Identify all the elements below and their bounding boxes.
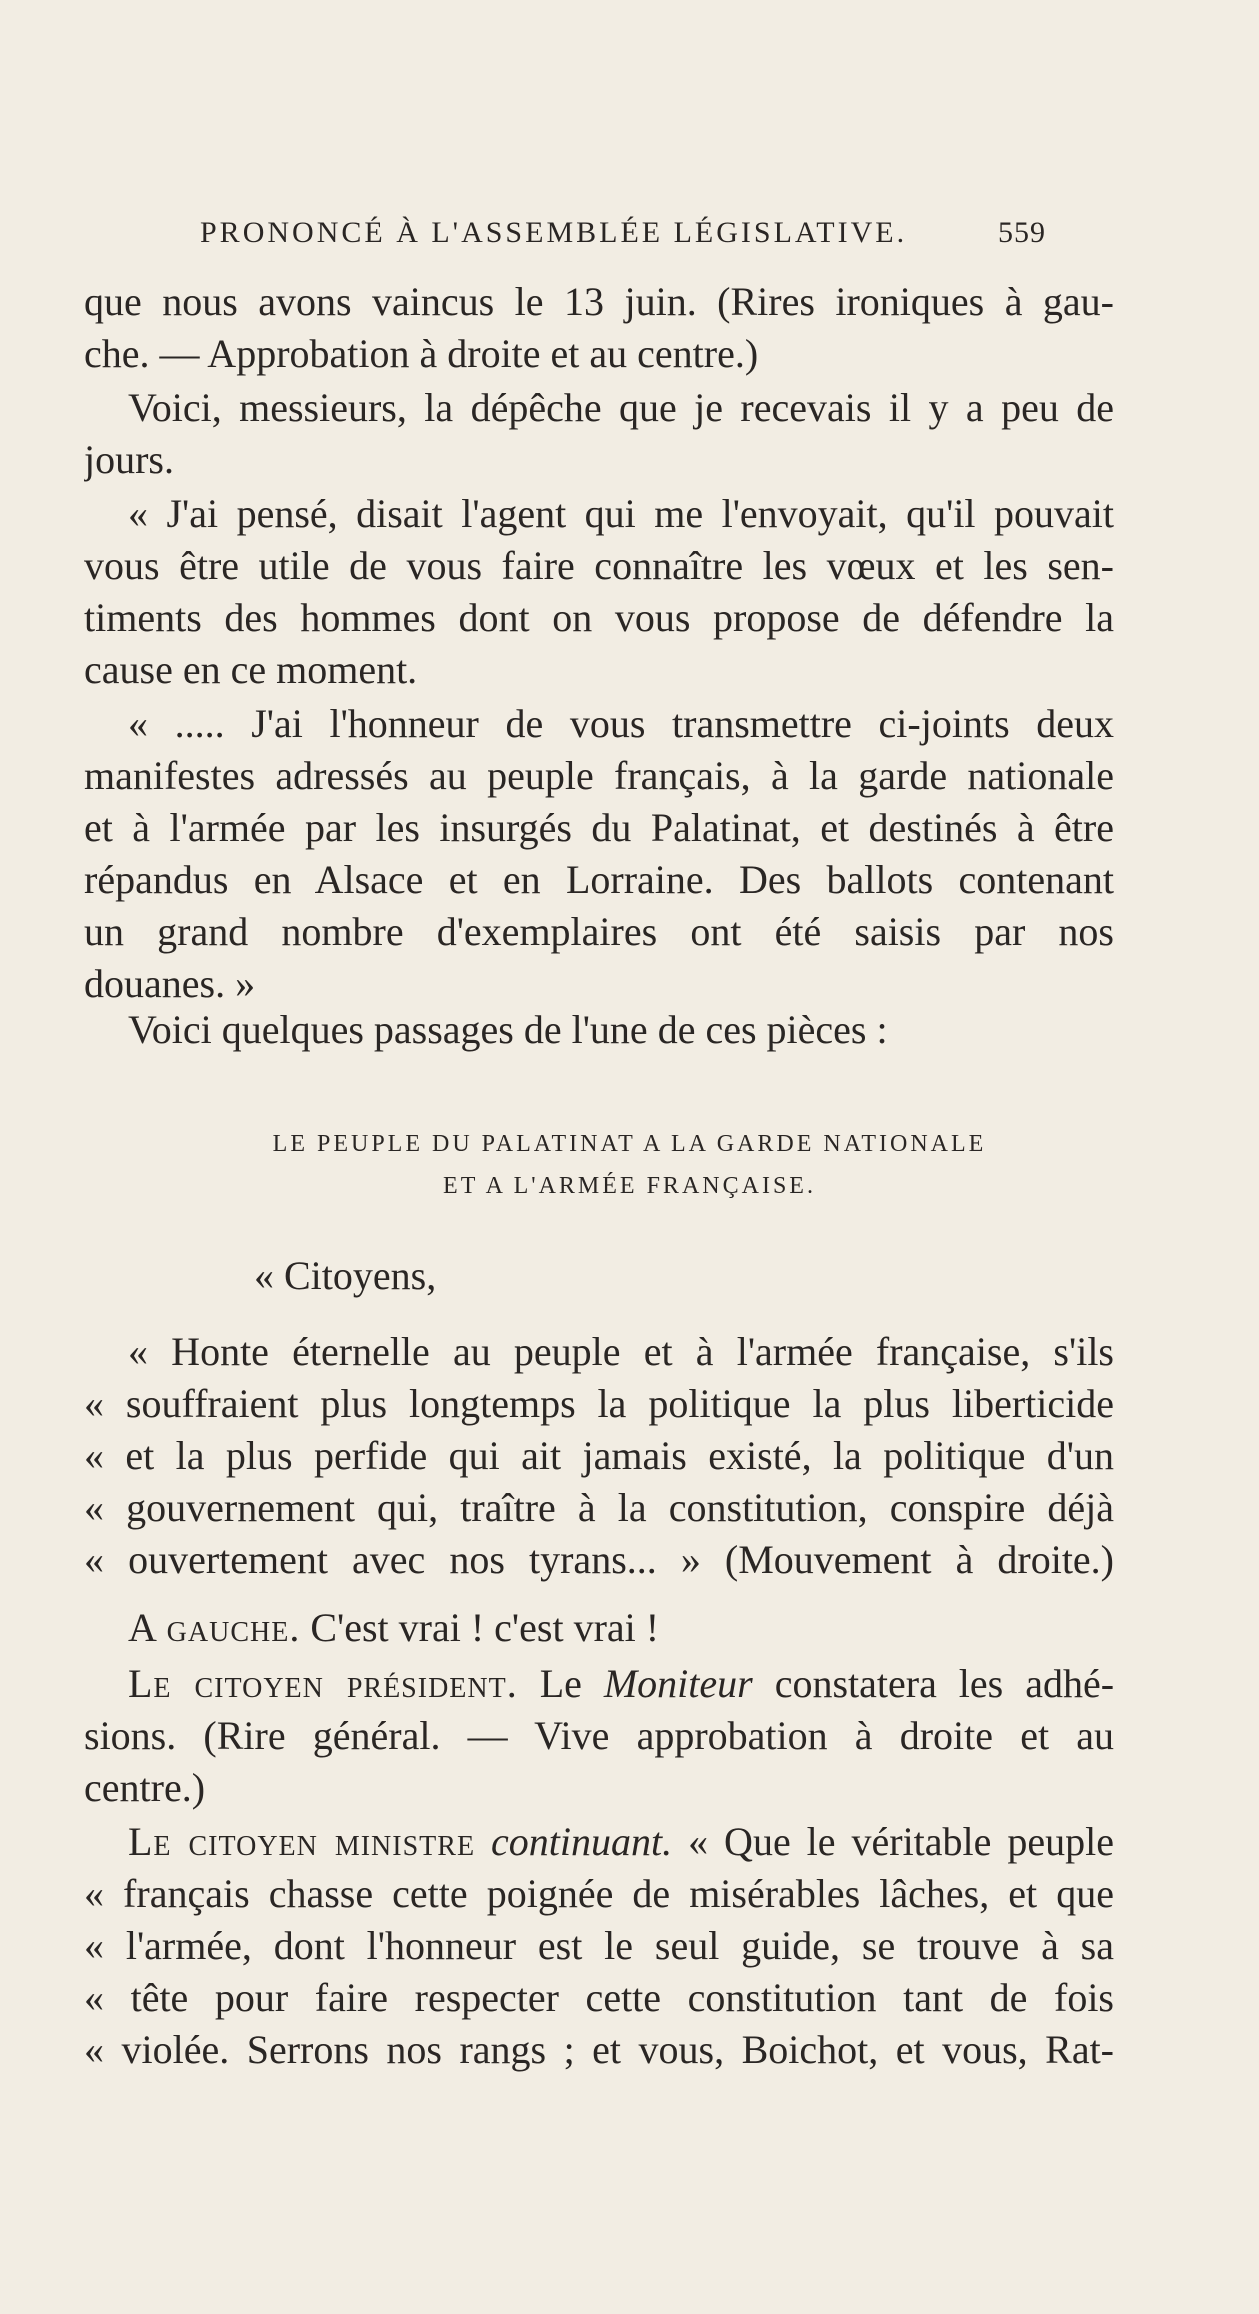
text-line: douanes. » [84, 961, 256, 1006]
text-line: centre.) [84, 1765, 206, 1810]
speaker-label: A gauche. [128, 1605, 301, 1650]
text-line: « tête pour faire respecter cette constitution tant de fois [84, 1975, 1114, 2020]
text-line: manifestes adressés au peuple français, à la garde nationale [84, 753, 1114, 798]
text-line: Voici quelques passages de l'une de ces pièces : [128, 1007, 888, 1052]
quote-line: « Honte éternelle au peuple et à l'armée française, s'ils [128, 1329, 1114, 1374]
text-line: timents des hommes dont on vous propose de défendre la [84, 595, 1114, 640]
text-line: un grand nombre d'exemplaires ont été saisis par nos [84, 909, 1114, 954]
text-line: sions. (Rire général. — Vive approbation à droite et au [84, 1713, 1114, 1758]
newspaper-title: Moniteur [603, 1661, 753, 1706]
quote-line: « gouvernement qui, traître à la constitution, conspire déjà [84, 1485, 1114, 1530]
text-line: que nous avons vaincus le 13 juin. (Rires ironiques à gau- [84, 279, 1114, 324]
text-line: « violée. Serrons nos rangs ; et vous, Boichot, et vous, Rat- [84, 2027, 1114, 2072]
text-line: jours. [84, 437, 174, 482]
text-run: Le [539, 1661, 582, 1706]
page-number: 559 [998, 216, 1046, 249]
president-line [84, 1658, 1114, 1710]
text-run: constatera les adhé- [774, 1661, 1114, 1706]
manifesto-heading-line: LE PEUPLE DU PALATINAT A LA GARDE NATIONALE [272, 1131, 987, 1157]
salutation: « Citoyens, [254, 1253, 437, 1298]
text-line: « J'ai pensé, disait l'agent qui me l'envoyait, qu'il pouvait [128, 491, 1114, 536]
text-line: « français chasse cette poignée de misérables lâches, et que [84, 1871, 1114, 1916]
stage-direction: continuant. [491, 1819, 673, 1864]
speaker-label: Le citoyen président. [128, 1661, 518, 1706]
speaker-label: Le citoyen ministre [128, 1819, 476, 1864]
running-title: PRONONCÉ À L'ASSEMBLÉE LÉGISLATIVE. [200, 216, 908, 249]
running-header [200, 216, 1046, 260]
text-line: et à l'armée par les insurgés du Palatinat, et destinés à être [84, 805, 1114, 850]
text-line: cause en ce moment. [84, 647, 418, 692]
quote-line: « souffraient plus longtemps la politique la plus liberticide [84, 1381, 1114, 1426]
text-run: « Que le véritable peuple [688, 1819, 1114, 1864]
minister-line [84, 1816, 1114, 1868]
text-line: che. — Approbation à droite et au centre.) [84, 331, 759, 376]
text-line: « ..... J'ai l'honneur de vous transmettre ci-joints deux [128, 701, 1114, 746]
text-line: Voici, messieurs, la dépêche que je recevais il y a peu de [128, 385, 1114, 430]
text-line: répandus en Alsace et en Lorraine. Des ballots contenant [84, 857, 1114, 902]
interjection-text: C'est vrai ! c'est vrai ! [310, 1605, 660, 1650]
interjection-line [84, 1602, 1114, 1654]
text-line: « l'armée, dont l'honneur est le seul guide, se trouve à sa [84, 1923, 1114, 1968]
manifesto-heading-line: ET A L'ARMÉE FRANÇAISE. [443, 1173, 816, 1199]
quote-line: « et la plus perfide qui ait jamais existé, la politique d'un [84, 1433, 1114, 1478]
text-line: vous être utile de vous faire connaître les vœux et les sen- [84, 543, 1114, 588]
quote-line: « ouvertement avec nos tyrans... » (Mouvement à droite.) [84, 1537, 1114, 1582]
